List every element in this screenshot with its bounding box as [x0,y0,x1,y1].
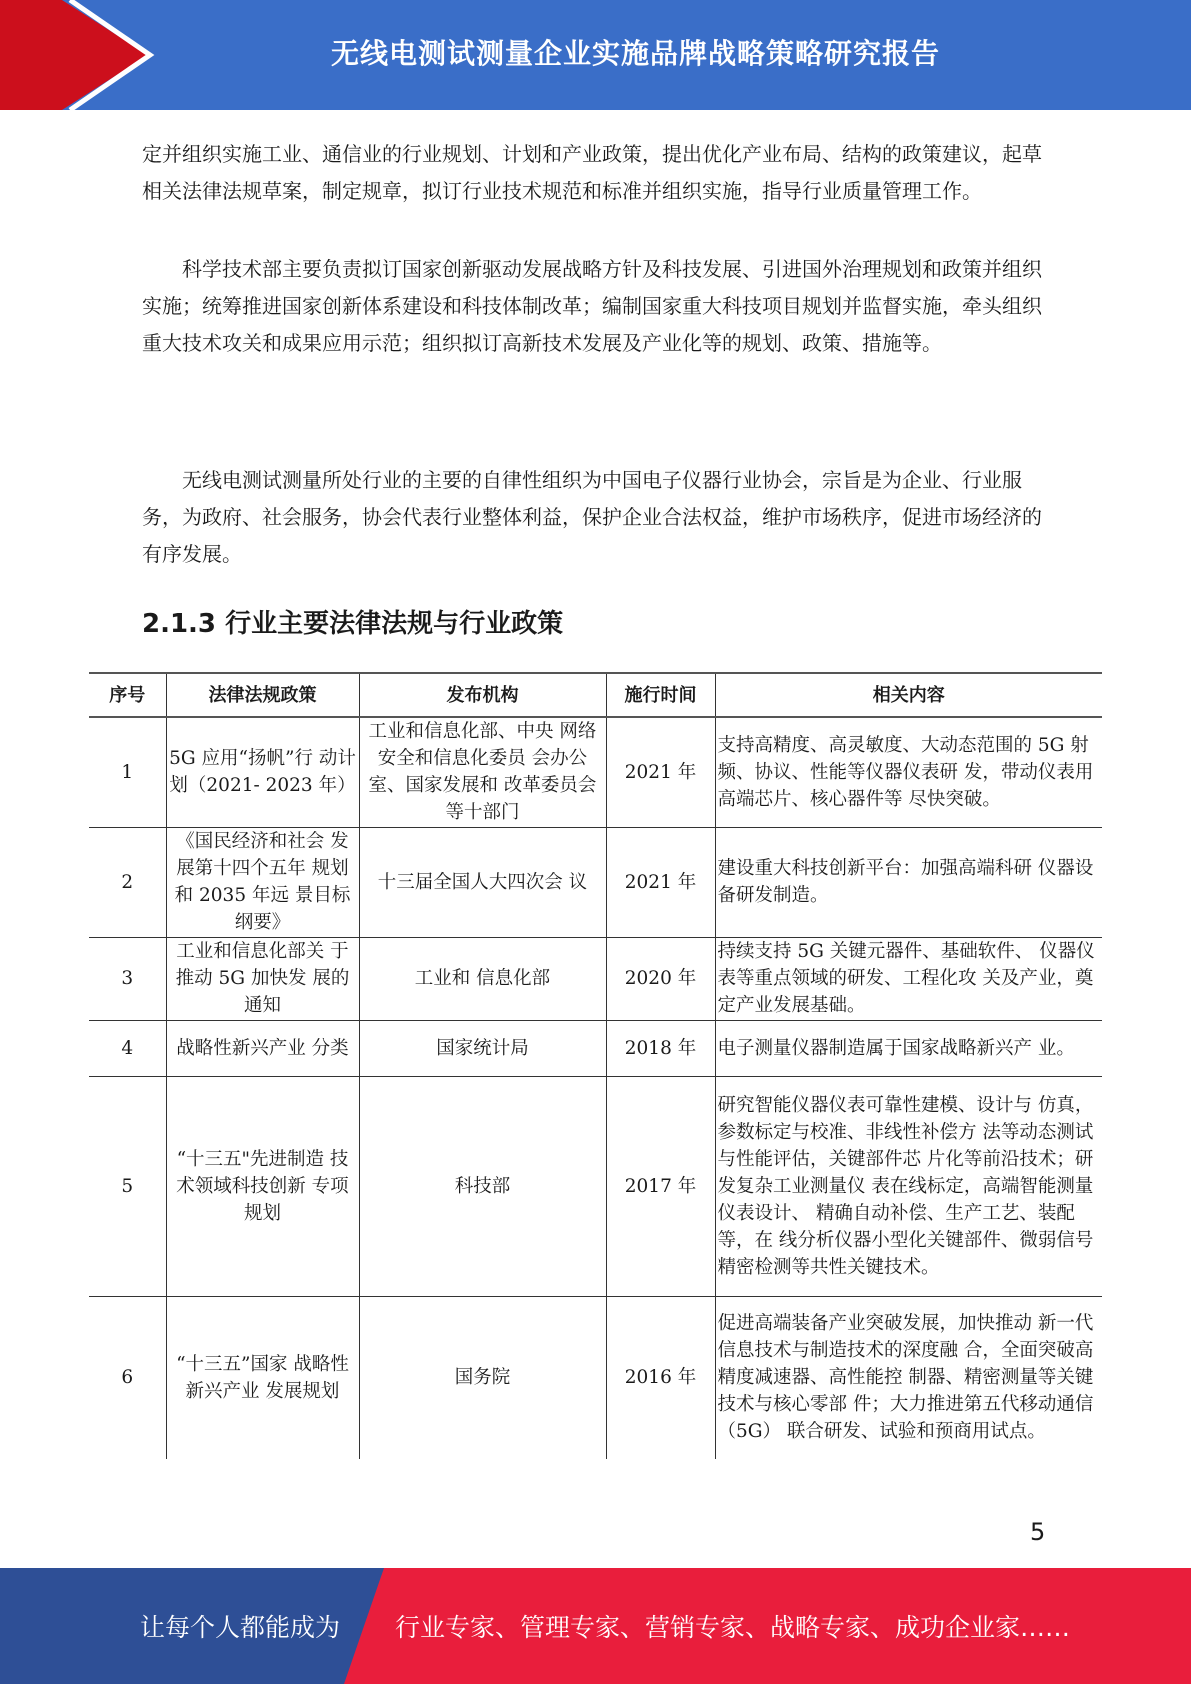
footer-slogan-right: 行业专家、管理专家、营销专家、战略专家、成功企业家…… [395,1613,1071,1642]
header-banner [0,0,1191,110]
table-row [89,1020,1102,1076]
row-issuer: 国务院 [359,1296,606,1459]
row-no: 3 [89,937,166,1020]
row-date: 2020 年 [606,937,715,1020]
row-date: 2016 年 [606,1296,715,1459]
header-content: 相关内容 [715,673,1102,717]
row-content: 建设重大科技创新平台：加强高端科研 仪器设备研发制造。 [715,827,1102,937]
row-content: 支持高精度、高灵敏度、大动态范围的 5G 射频、协议、性能等仪器仪表研 发，带动仪表用高端芯片、核心器件等 尽快突破。 [715,717,1102,827]
row-content: 电子测量仪器制造属于国家战略新兴产 业。 [715,1020,1102,1076]
row-policy: 5G 应用“扬帆”行 动计划（2021- 2023 年） [166,717,359,827]
report-title: 无线电测试测量企业实施品牌战略策略研究报告 [330,37,940,70]
section-heading: 2.1.3 行业主要法律法规与行业政策 [142,609,564,639]
footer-slogan-left: 让每个人都能成为 [140,1613,341,1642]
row-policy: 工业和信息化部关 于推动 5G 加快发 展的通知 [166,937,359,1020]
row-issuer: 国家统计局 [359,1020,606,1076]
policy-table [89,672,1102,1459]
paragraph-2: 科学技术部主要负责拟订国家创新驱动发展战略方针及科技发展、引进国外治理规划和政策并组织实施；统筹推进国家创新体系建设和科技体制改革；编制国家重大科技项目规划并监督实施，牵头组织重大技术攻关和成果应用示范；组织拟订高新技术发展及产业化等的规划、政策、措施等。 [142,257,1042,355]
row-date: 2018 年 [606,1020,715,1076]
row-no: 1 [89,717,166,827]
row-date: 2021 年 [606,827,715,937]
row-no: 4 [89,1020,166,1076]
table-row [89,717,1102,827]
page-number: 5 [1030,1518,1046,1546]
row-no: 5 [89,1076,166,1296]
row-issuer: 科技部 [359,1076,606,1296]
row-policy: 《国民经济和社会 发展第十四个五年 规划和 2035 年远 景目标纲要》 [166,827,359,937]
row-content: 促进高端装备产业突破发展，加快推动 新一代信息技术与制造技术的深度融 合，全面突破高精度减速器、高性能控 制器、精密测量等关键技术与核心零部 件；大力推进第五代移动通信（5G） 联合研发、试验和预商用试点。 [715,1296,1102,1459]
row-no: 6 [121,1367,134,1389]
row-date: 2021 年 [606,717,715,827]
paragraph-3: 无线电测试测量所处行业的主要的自律性组织为中国电子仪器行业协会，宗旨是为企业、行业服务，为政府、社会服务，协会代表行业整体利益，保护企业合法权益，维护市场秩序，促进市场经济的有序发展。 [142,468,1042,566]
row-issuer: 工业和 信息化部 [359,937,606,1020]
row-content: 持续支持 5G 关键元器件、基础软件、 仪器仪表等重点领域的研发、工程化攻 关及产业，奠定产业发展基础。 [715,937,1102,1020]
row-issuer: 工业和信息化部、中央 网络安全和信息化委员 会办公室、国家发展和 改革委员会等十部门 [359,717,606,827]
footer-banner [0,1568,1191,1684]
paragraph-1: 定并组织实施工业、通信业的行业规划、计划和产业政策，提出优化产业布局、结构的政策建议，起草相关法律法规草案，制定规章，拟订行业技术规范和标准并组织实施，指导行业质量管理工作。 [142,142,1042,203]
table-row [89,827,1102,937]
table-row [89,937,1102,1020]
header-no: 序号 [89,673,166,717]
header-policy: 法律法规政策 [166,673,359,717]
row-date: 2017 年 [606,1076,715,1296]
row-policy: “十三五”国家 战略性新兴产业 发展规划 [166,1296,359,1459]
table-row [89,1076,1102,1296]
table-row [89,1296,1102,1459]
row-content: 研究智能仪器仪表可靠性建模、设计与 仿真，参数标定与校准、非线性补偿方 法等动态测试与性能评估，关键部件芯 片化等前沿技术；研发复杂工业测量仪 表在线标定，高端智能测量仪表设计、 精确自动补偿、生产工艺、装配等，在 线分析仪器小型化关键部件、微弱信号 精密检测等共性关键技术。 [715,1076,1102,1296]
table-header-row [89,673,1102,717]
row-issuer: 十三届全国人大四次会 议 [359,827,606,937]
header-date: 施行时间 [606,673,715,717]
row-no: 2 [89,827,166,937]
row-policy: 战略性新兴产业 分类 [166,1020,359,1076]
header-issuer: 发布机构 [359,673,606,717]
row-policy: “十三五"先进制造 技术领域科技创新 专项规划 [166,1076,359,1296]
